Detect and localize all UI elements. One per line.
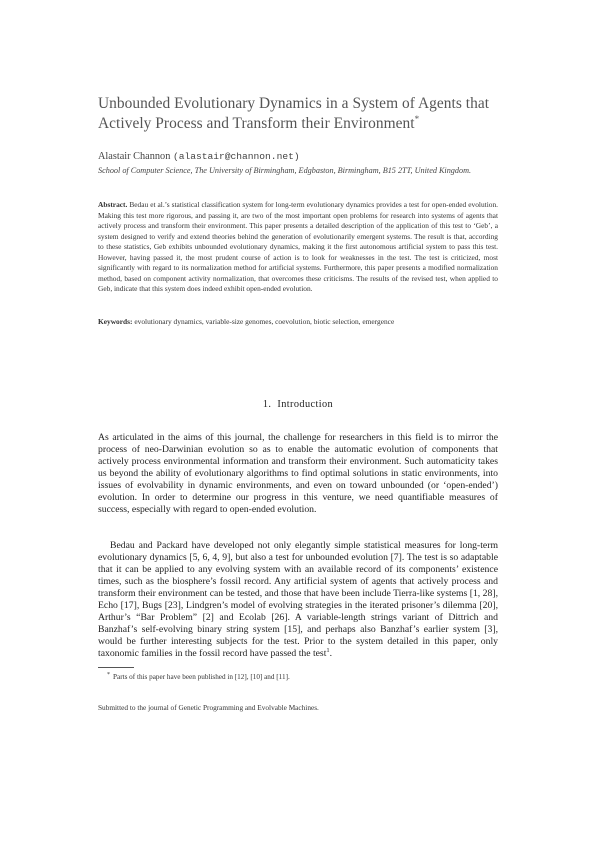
footnote <box>107 673 497 682</box>
author-line <box>98 150 300 163</box>
footnote-reference: 1 <box>326 647 330 655</box>
section-number: 1. <box>262 399 272 410</box>
keywords-text: evolutionary dynamics, variable-size genomes, coevolution, biotic selection, emergence <box>134 317 395 326</box>
title-footnote-marker: * <box>414 113 420 124</box>
submission-note: Submitted to the journal of Genetic Programming and Evolvable Machines. <box>98 703 319 712</box>
body-paragraph-2-text: Bedau and Packard have developed not only elegantly simple statistical measures for long-term evolutionary dynamics [5, 6, 4, 9], but also a test for unbounded evolution [7]. The test is so adaptable that it can be applied to any evolving system with an available record of its components’ existence times, such as the biosphere’s fossil record. Any artificial system of agents that actively process and transform their environment can be tested, and those that have been include Tierra-like systems [1, 28], Echo [17], Bugs [23], Lindgren’s model of evolving strategies in the iterated prisoner’s dilemma [20], Arthur’s “Bar Problem” [2] and Ecolab [26]. A variable-length strings variant of Dittrich and Banzhaf’s self-evolving binary string system [15], and perhaps also Banzhaf’s earlier system [3], would be further interesting subjects for the test. Prior to the system detailed in this paper, only taxonomic families in the fossil record have passed the test <box>98 540 498 660</box>
author-name: Alastair Channon <box>98 151 171 162</box>
footnote-text: Parts of this paper have been published in [12], [10] and [11]. <box>113 673 290 681</box>
body-paragraph-1: As articulated in the aims of this journal, the challenge for researchers in this field is to mirror the process of neo-Darwinian evolution so as to enable the automatic evolution of components that actively process environmental information and transform their environment. Such automaticity takes us beyond the ability of evolutionary algorithms to find optimal solutions in static environments, into issues of evolvability in dynamic environments, and even on toward unbounded (or ‘open-ended’) evolution. In order to determine our progress in this venture, we need quantifiable measures of success, especially with regard to open-ended evolution. <box>98 432 498 516</box>
body-paragraph-2 <box>98 540 498 660</box>
footnote-rule <box>98 667 134 668</box>
author-email: (alastair@channon.net) <box>172 151 300 162</box>
section-heading <box>98 399 498 411</box>
paper-title-text: Unbounded Evolutionary Dynamics in a System of Agents that Actively Process and Transform their Environment <box>98 95 490 132</box>
paper-title <box>98 94 518 134</box>
abstract-heading: Abstract. <box>98 200 128 209</box>
abstract-text: Bedau et al.’s statistical classification system for long-term evolutionary dynamics provides a test for open-ended evolution. Making this test more rigorous, and passing it, are two of the most important open problems for research into systems of agents that actively process and transform their environment. This paper presents a detailed description of the application of this test to ‘Geb’, a system designed to verify and extend theories behind the generation of evolutionarily emergent systems. The result is that, according to these statistics, Geb exhibits unbounded evolutionary dynamics, making it the first autonomous artificial system to pass this test. However, having passed it, the most prudent course of action is to look for weaknesses in the test. The test is criticized, most significantly with regard to its normalization method for artificial systems. Furthermore, this paper presents a modified normalization method, based on component activity normalization, that overcomes these criticisms. The results of the revised test, when applied to Geb, indicate that this system does indeed exhibit open-ended evolution. <box>98 200 498 294</box>
keywords-heading: Keywords: <box>98 317 133 326</box>
section-title: Introduction <box>277 399 334 410</box>
footnote-marker: * <box>107 671 110 678</box>
abstract <box>98 200 498 295</box>
keywords <box>98 317 498 328</box>
author-affiliation: School of Computer Science, The University of Birmingham, Edgbaston, Birmingham, B15 2TT, United Kingdom. <box>98 166 472 175</box>
body-paragraph-2-end: . <box>329 648 333 660</box>
